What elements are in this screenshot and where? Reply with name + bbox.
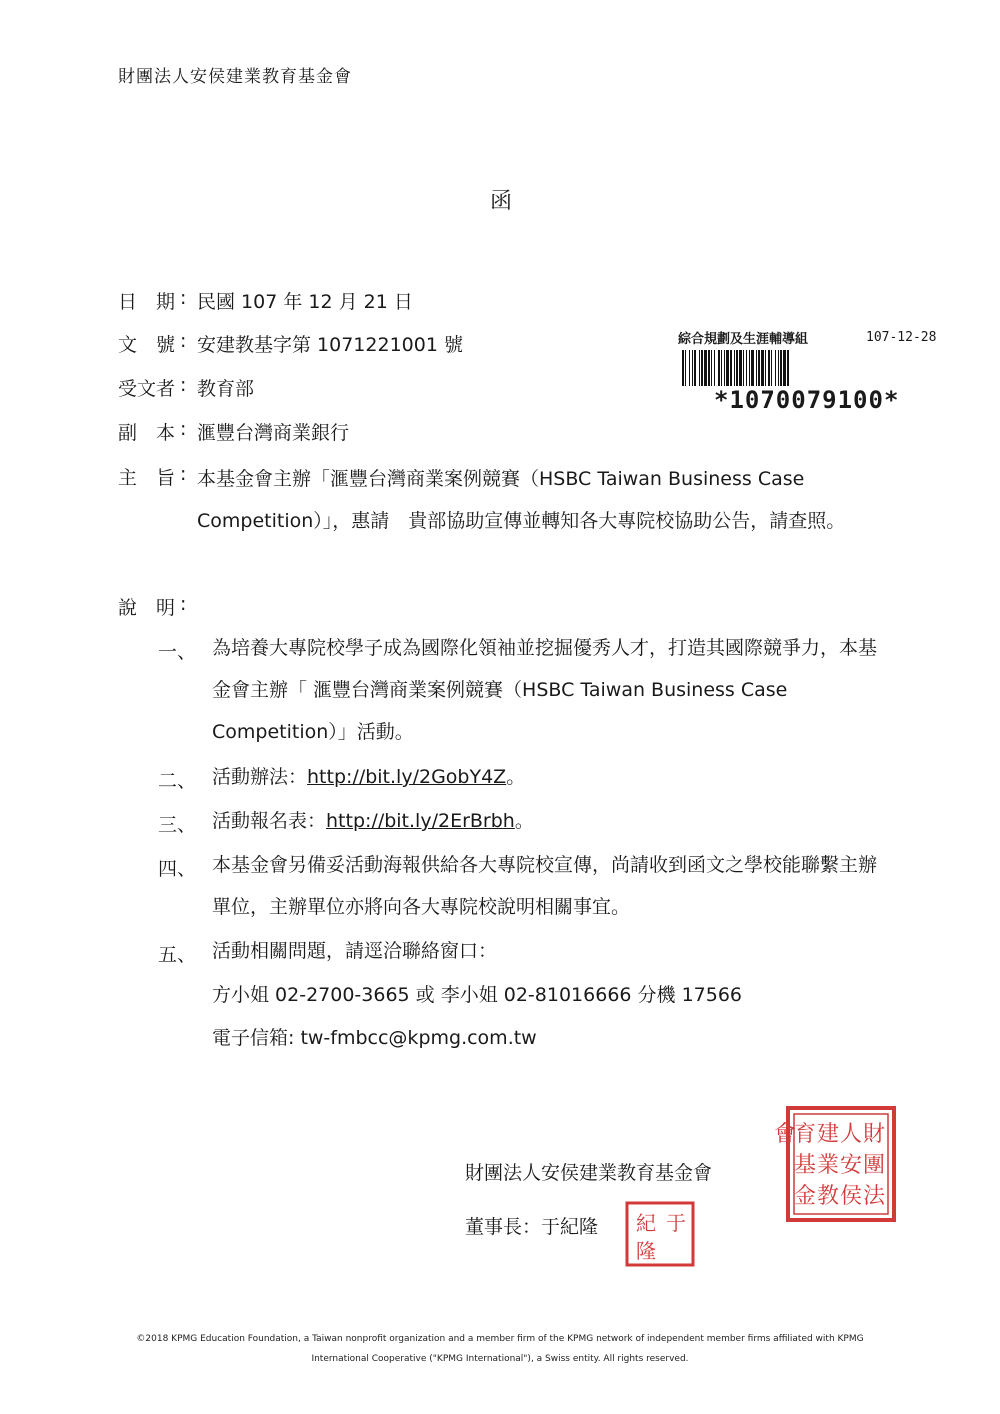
footer-copyright-line2: International Cooperative ("KPMG International"), a Swiss entity. All rights reserved.	[311, 1354, 689, 1364]
explanation-label: 說 明	[118, 597, 176, 619]
item-suffix: 。	[506, 766, 526, 788]
seal-glyph: 建	[816, 1122, 840, 1147]
colon: :	[180, 463, 187, 485]
item-number: 二、	[158, 770, 197, 792]
seal-glyph: 侯	[839, 1184, 863, 1209]
footer-copyright-line1: ©2018 KPMG Education Foundation, a Taiwan nonprofit organization and a member firm of the KPMG network of independent member firms affiliated with KPMG	[136, 1334, 864, 1344]
recipient-label: 受文者	[118, 378, 176, 400]
item-text	[212, 800, 887, 842]
barcode-number: *1070079100*	[714, 386, 900, 414]
colon: :	[180, 287, 187, 309]
foundation-seal-icon	[773, 1105, 897, 1223]
seal-glyph: 隆	[636, 1239, 656, 1263]
stamp-unit: 綜合規劃及生涯輔導組	[678, 332, 809, 347]
contact-email: 電子信箱: tw-fmbcc@kpmg.com.tw	[212, 1027, 537, 1049]
item-suffix: 。	[514, 810, 534, 832]
seal-glyph: 教	[816, 1184, 840, 1209]
item-number: 四、	[158, 858, 197, 880]
seal-glyph: 法	[862, 1184, 886, 1209]
item-number: 五、	[158, 944, 197, 966]
item-prefix: 活動辦法：	[212, 766, 308, 788]
colon: :	[180, 418, 187, 440]
seal-glyph: 人	[839, 1122, 863, 1147]
subject-label: 主 旨	[118, 467, 176, 489]
seal-glyph: 于	[666, 1211, 686, 1235]
seal-glyph: 安	[839, 1153, 863, 1178]
chairman-seal-icon	[624, 1200, 696, 1268]
seal-glyph: 金	[793, 1184, 817, 1209]
seal-glyph: 業	[816, 1153, 840, 1178]
seal-glyph: 紀	[636, 1211, 656, 1235]
seal-glyph: 基	[793, 1153, 817, 1178]
letterhead-issuer: 財團法人安侯建業教育基金會	[118, 67, 352, 87]
copy-value: 滙豐台灣商業銀行	[197, 422, 350, 444]
date-value: 民國 107 年 12 月 21 日	[197, 291, 413, 313]
item-prefix: 活動報名表：	[212, 810, 327, 832]
seal-glyph: 育	[793, 1122, 817, 1147]
colon: :	[180, 330, 187, 352]
registration-form-link[interactable]: http://bit.ly/2ErBrbh	[326, 810, 515, 832]
barcode-icon	[682, 350, 892, 386]
stamp-date: 107-12-28	[866, 330, 937, 345]
number-label: 文 號	[118, 334, 176, 356]
date-label: 日 期	[118, 291, 176, 313]
item-text: 活動相關問題，請逕洽聯絡窗口：	[212, 940, 498, 962]
item-number: 三、	[158, 814, 197, 836]
seal-glyph: 財	[862, 1122, 886, 1147]
recipient-value: 教育部	[197, 378, 255, 400]
signature-org: 財團法人安侯建業教育基金會	[465, 1162, 713, 1184]
item-text: 為培養大專院校學子成為國際化領袖並挖掘優秀人才，打造其國際競爭力，本基金會主辦「 滙豐台灣商業案例競賽（HSBC Taiwan Business Case Competition）」活動。	[212, 637, 878, 743]
subject-value: 本基金會主辦「滙豐台灣商業案例競賽（HSBC Taiwan Business Case Competition）」，惠請 貴部協助宣傳並轉知各大專院校協助公告，請查照。	[197, 468, 846, 532]
seal-glyph: 會	[773, 1122, 797, 1147]
colon: :	[180, 593, 187, 615]
contact-phone: 方小姐 02-2700-3665 或 李小姐 02-81016666 分機 17566	[212, 984, 743, 1006]
seal-glyph: 團	[862, 1153, 886, 1178]
signature-chair: 董事長：于紀隆	[465, 1216, 599, 1238]
colon: :	[180, 374, 187, 396]
barcode-bar	[787, 350, 789, 386]
item-text: 本基金會另備妥活動海報供給各大專院校宣傳，尚請收到函文之學校能聯繫主辦單位，主辦單位亦將向各大專院校說明相關事宜。	[212, 854, 878, 918]
item-number: 一、	[158, 641, 197, 663]
document-type: 函	[490, 189, 513, 214]
item-text	[212, 756, 887, 798]
number-value: 安建教基字第 1071221001 號	[197, 334, 463, 356]
activity-rules-link[interactable]: http://bit.ly/2GobY4Z	[307, 766, 507, 788]
copy-label: 副 本	[118, 422, 176, 444]
receipt-stamp	[678, 328, 943, 418]
